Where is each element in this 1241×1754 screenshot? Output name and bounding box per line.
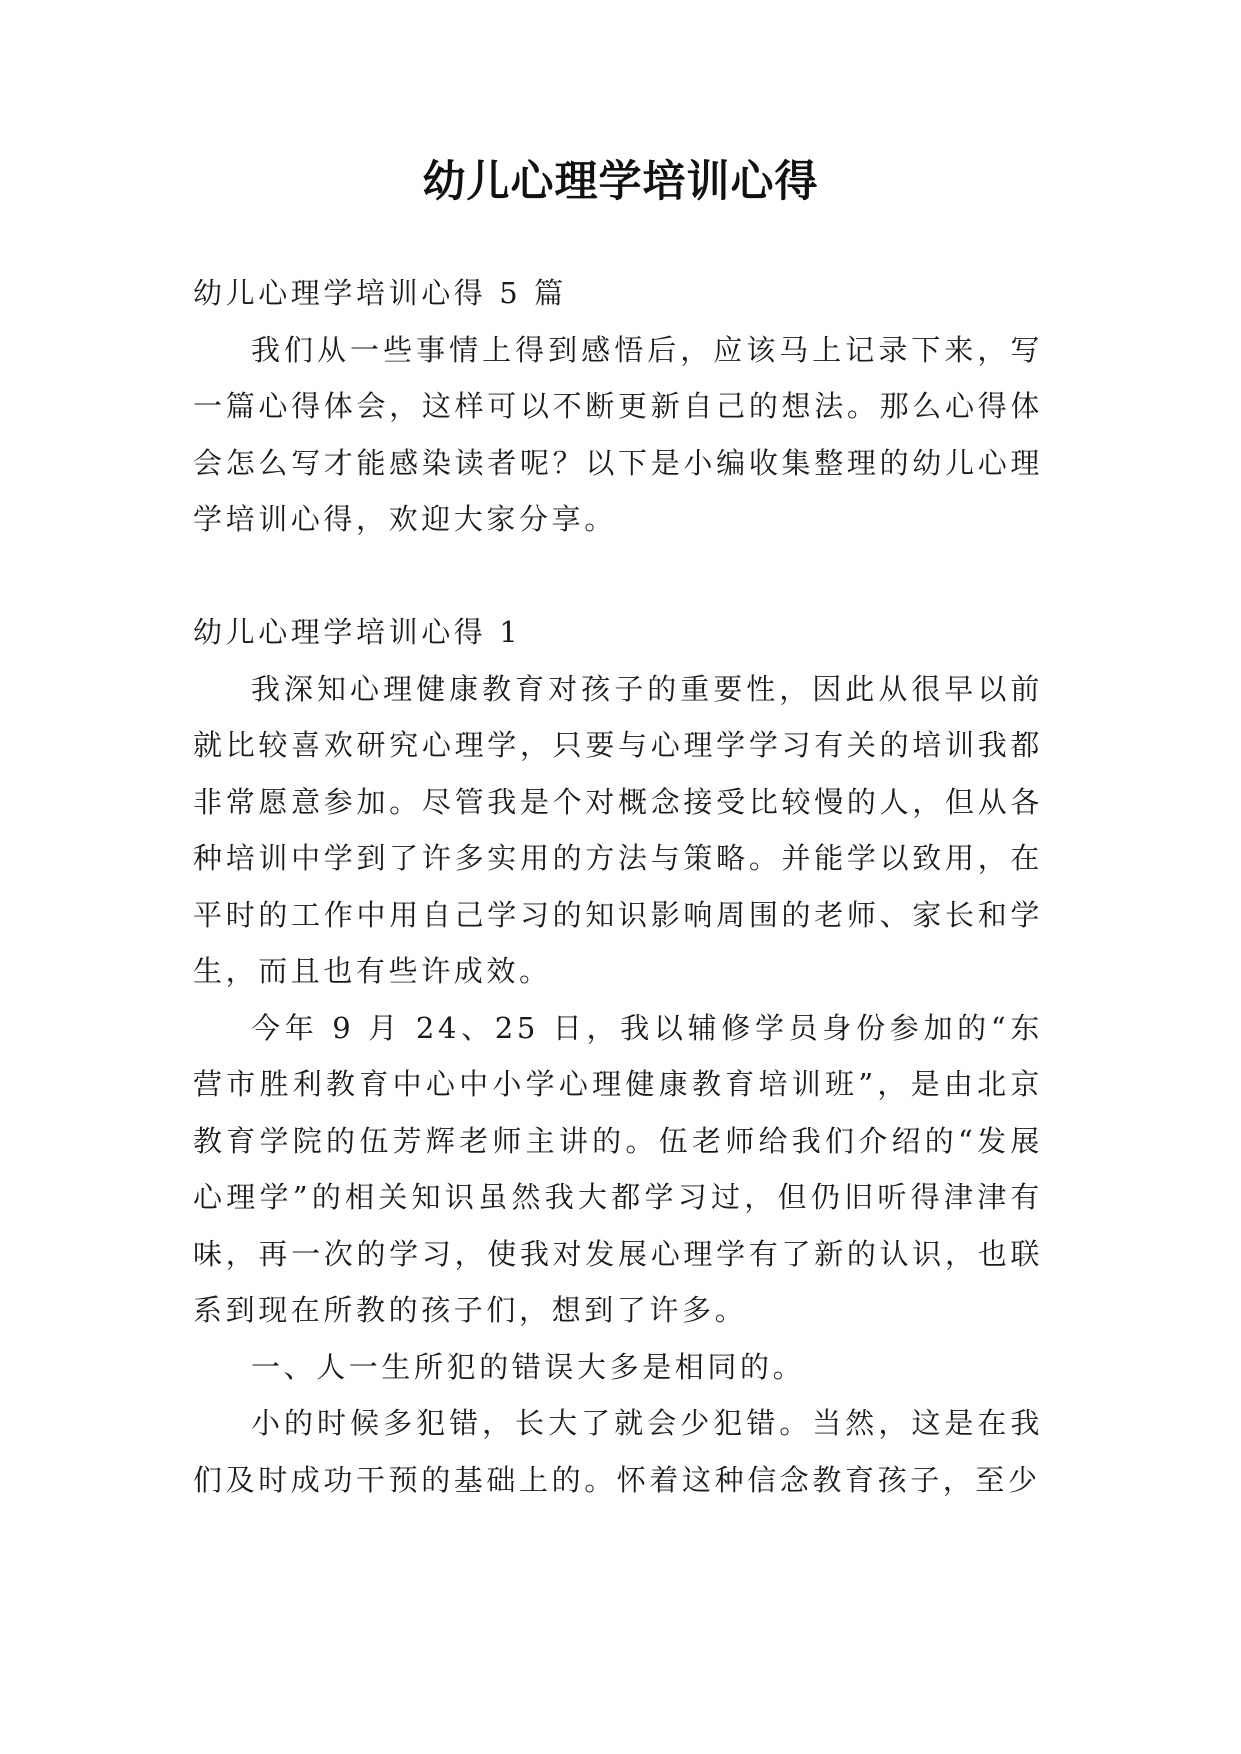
document-title: 幼儿心理学培训心得: [422, 157, 819, 207]
list-point-heading: 一、人一生所犯的错误大多是相同的。: [251, 1349, 806, 1384]
intro-paragraph: 我们从一些事情上得到感悟后，应该马上记录下来，写一篇心得体会，这样可以不断更新自己的想法。那么心得体会怎么写才能感染读者呢？以下是小编收集整理的幼儿心理学培训心得，欢迎大家分享。: [193, 332, 1043, 536]
body-paragraph: 小的时候多犯错，长大了就会少犯错。当然，这是在我们及时成功干预的基础上的。怀着这种信念教育孩子，至少: [193, 1406, 1043, 1497]
body-paragraph: 我深知心理健康教育对孩子的重要性，因此从很早以前就比较喜欢研究心理学，只要与心理学学习有关的培训我都非常愿意参加。尽管我是个对概念接受比较慢的人，但从各种培训中学到了许多实用的方法与策略。并能学以致用，在平时的工作中用自己学习的知识影响周围的老师、家长和学生，而且也有些许成效。: [193, 671, 1043, 988]
document-subtitle: 幼儿心理学培训心得 5 篇: [193, 276, 567, 310]
body-paragraph: 今年 9 月 24、25 日，我以辅修学员身份参加的“东营市胜利教育中心中小学心理健康教育培训班”，是由北京教育学院的伍芳辉老师主讲的。伍老师给我们介绍的“发展心理学”的相关知识虽然我大都学习过，但仍旧听得津津有味，再一次的学习，使我对发展心理学有了新的认识，也联系到现在所教的孩子们，想到了许多。: [193, 1010, 1043, 1327]
section-heading: 幼儿心理学培训心得 1: [193, 615, 522, 649]
document-body: [193, 265, 1043, 1508]
paragraph-spacer: [193, 548, 1043, 605]
